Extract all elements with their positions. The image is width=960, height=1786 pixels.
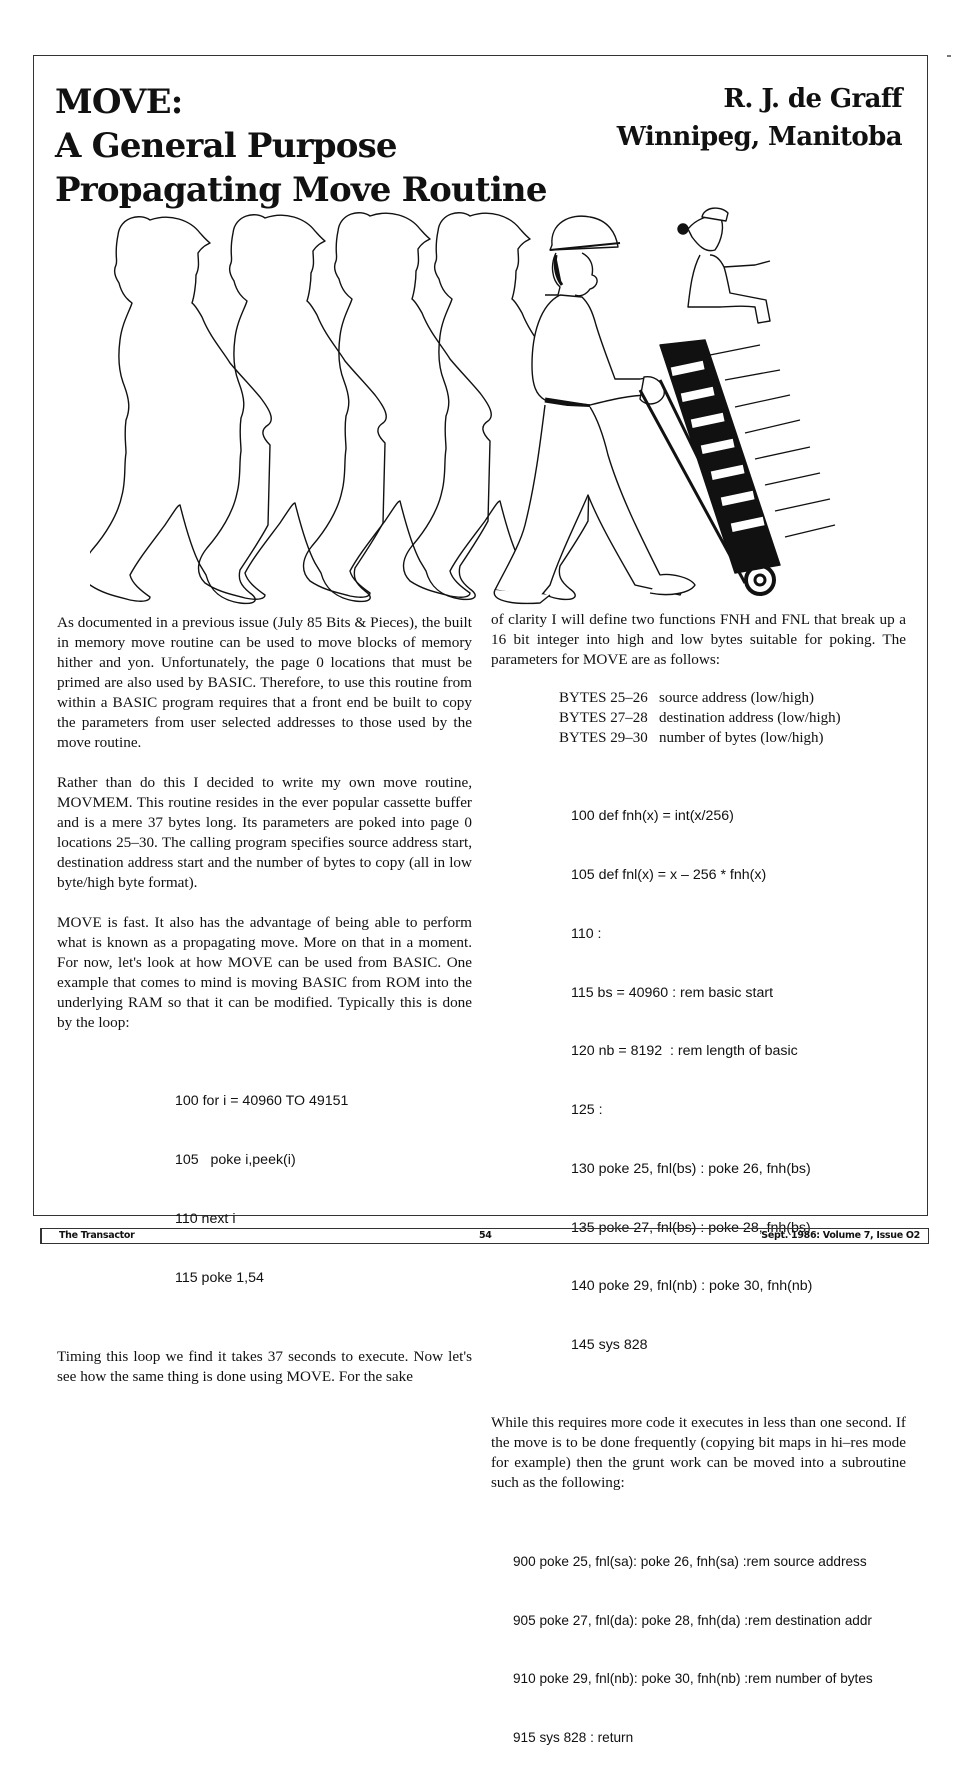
code-line: 145 sys 828 <box>571 1337 648 1354</box>
issue-info: Sept. 1986: Volume 7, Issue O2 <box>761 1230 920 1241</box>
code-line: 110 : <box>571 925 602 942</box>
byline <box>617 80 902 156</box>
walking-workers-illustration <box>90 195 880 610</box>
silhouette-figure <box>304 213 492 600</box>
parameter-meaning: number of bytes (low/high) <box>659 730 824 746</box>
code-line: 100 for i = 40960 TO 49151 <box>175 1093 349 1110</box>
code-line: 910 poke 29, fnl(nb): poke 30, fnh(nb) :rem number of bytes <box>513 1671 873 1686</box>
code-line: 125 : <box>571 1102 603 1119</box>
code-line: 105 poke i,peek(i) <box>175 1151 296 1168</box>
cartoon-dog-mascot <box>678 208 770 323</box>
parameter-bytes: BYTES 29–30 <box>559 730 648 746</box>
right-column <box>491 610 906 1786</box>
code-listing-subroutine <box>513 1513 906 1786</box>
body-paragraph: As documented in a previous issue (July 85 Bits & Pieces), the built in memory move routine can be used to move blocks of memory hither and yon. Unfortunately, the page 0 locations that must be primed are also used by BASIC. Therefore, to use this routine from within a BASIC program requires that a front end be built to copy the parameters from user selected addresses to those used by the move routine. <box>57 614 472 751</box>
code-line: 110 next i <box>175 1210 236 1227</box>
left-column <box>57 613 472 1387</box>
silhouette-figure <box>199 215 387 602</box>
body-paragraph: Timing this loop we find it takes 37 seconds to execute. Now let's see how the same thing is done using MOVE. For the sake <box>57 1348 472 1386</box>
title-line: A General Purpose <box>55 126 397 166</box>
parameter-bytes: BYTES 25–26 <box>559 690 648 706</box>
code-line: 130 poke 25, fnl(bs) : poke 26, fnh(bs) <box>571 1160 811 1177</box>
article-title <box>55 80 547 212</box>
author-name: R. J. de Graff <box>723 84 902 114</box>
code-line: 135 poke 27, fnl(bs) : poke 28, fnh(bs) <box>571 1219 811 1236</box>
body-paragraph: Rather than do this I decided to write my own move routine, MOVMEM. This routine resides in the ever popular cassette buffer and is a mere 37 bytes long. Its parameters are poked into page 0 locations 25–30. The calling program specifies source address start, destination address start and the number of bytes to copy (all in low byte/high byte format). <box>57 774 472 891</box>
parameter-meaning: source address (low/high) <box>659 690 814 706</box>
worker-with-hand-truck <box>494 208 835 603</box>
title-line: Propagating Move Routine <box>55 170 547 210</box>
parameter-row <box>559 708 906 728</box>
code-line: 105 def fnl(x) = x – 256 * fnh(x) <box>571 866 767 883</box>
code-listing-move <box>571 768 906 1395</box>
silhouette-figure <box>90 217 271 604</box>
code-line: 915 sys 828 : return <box>513 1729 634 1745</box>
parameter-row <box>559 688 906 708</box>
code-line: 115 poke 1,54 <box>175 1269 264 1286</box>
body-paragraph: of clarity I will define two functions FNH and FNL that break up a 16 bit integer into high and low bytes suitable for poking. The parameters for MOVE are as follows: <box>491 611 906 668</box>
code-listing-loop <box>175 1053 472 1327</box>
body-paragraph: While this requires more code it executes in less than one second. If the move is to be done frequently (copying bit maps in hi–res mode for example) then the grunt work can be moved into a subroutine such as the following: <box>491 1414 906 1491</box>
hand-truck <box>640 340 835 594</box>
parameter-bytes: BYTES 27–28 <box>559 710 648 726</box>
code-line: 140 poke 29, fnl(nb) : poke 30, fnh(nb) <box>571 1278 813 1295</box>
parameter-row <box>559 728 906 748</box>
page-number: 54 <box>479 1230 492 1241</box>
code-line: 115 bs = 40960 : rem basic start <box>571 984 774 1001</box>
code-line: 900 poke 25, fnl(sa): poke 26, fnh(sa) :rem source address <box>513 1554 867 1569</box>
code-line: 905 poke 27, fnl(da): poke 28, fnh(da) :rem destination addr <box>513 1612 872 1628</box>
code-line: 120 nb = 8192 : rem length of basic <box>571 1043 798 1060</box>
body-paragraph: MOVE is fast. It also has the advantage of being able to perform what is known as a propagating move. More on that in a moment. For now, let's look at how MOVE can be used from BASIC. One example that comes to mind is moving BASIC from ROM into the underlying RAM so that it can be modified. Typically this is done by the loop: <box>57 914 472 1031</box>
author-location: Winnipeg, Manitoba <box>616 122 902 152</box>
scan-speck <box>947 55 951 57</box>
code-line: 100 def fnh(x) = int(x/256) <box>571 808 734 825</box>
page-footer <box>40 1228 929 1244</box>
publication-name: The Transactor <box>59 1230 135 1241</box>
title-line: MOVE: <box>55 82 183 122</box>
parameter-table <box>559 688 906 748</box>
parameter-meaning: destination address (low/high) <box>659 710 841 726</box>
